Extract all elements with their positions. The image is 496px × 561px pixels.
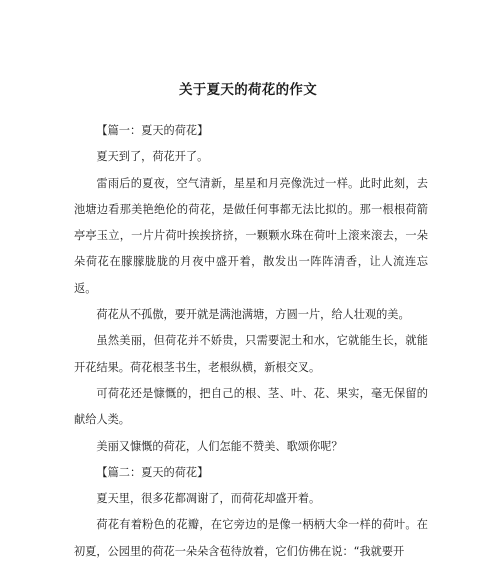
document-title: 关于夏天的荷花的作文	[179, 82, 317, 98]
paragraph: 虽然美丽，但荷花并不娇贵，只需要泥土和水，它就能生长，就能开花结果。荷花根茎书生，老根纵横，新根交叉。	[74, 334, 428, 374]
paragraph: 夏天到了，荷花开了。	[96, 150, 209, 164]
paragraph: 美丽又慷慨的荷花，人们怎能不赞美、歌颂你呢？	[96, 439, 343, 453]
section-heading-2: 【篇二：夏天的荷花】	[96, 465, 209, 479]
paragraph: 夏天里，很多花都凋谢了，而荷花却盛开着。	[96, 492, 321, 506]
paragraph: 荷花从不孤傲，要开就是满池满塘，方圆一片，给人壮观的美。	[96, 308, 410, 322]
document-body	[74, 118, 428, 561]
paragraph: 雷雨后的夏夜，空气清新，星星和月亮像洗过一样。此时此刻，去池塘边看那美艳绝伦的荷花，是做任何事都无法比拟的。那一根根荷箭亭亭玉立，一片片荷叶挨挨挤挤，一颗颗水珠在荷叶上滚来滚去，一朵朵荷花在朦朦胧胧的月夜中盛开着，散发出一阵阵清香，让人流连忘返。	[74, 176, 428, 295]
paragraph: 荷花有着粉色的花瓣，在它旁边的是像一柄柄大伞一样的荷叶。在初夏，公园里的荷花一朵朵含苞待放着，它们仿佛在说：“我就要开	[74, 518, 428, 558]
section-heading-1: 【篇一：夏天的荷花】	[96, 124, 209, 137]
paragraph: 可荷花还是慷慨的，把自己的根、茎、叶、花、果实，毫无保留的献给人类。	[74, 386, 428, 427]
